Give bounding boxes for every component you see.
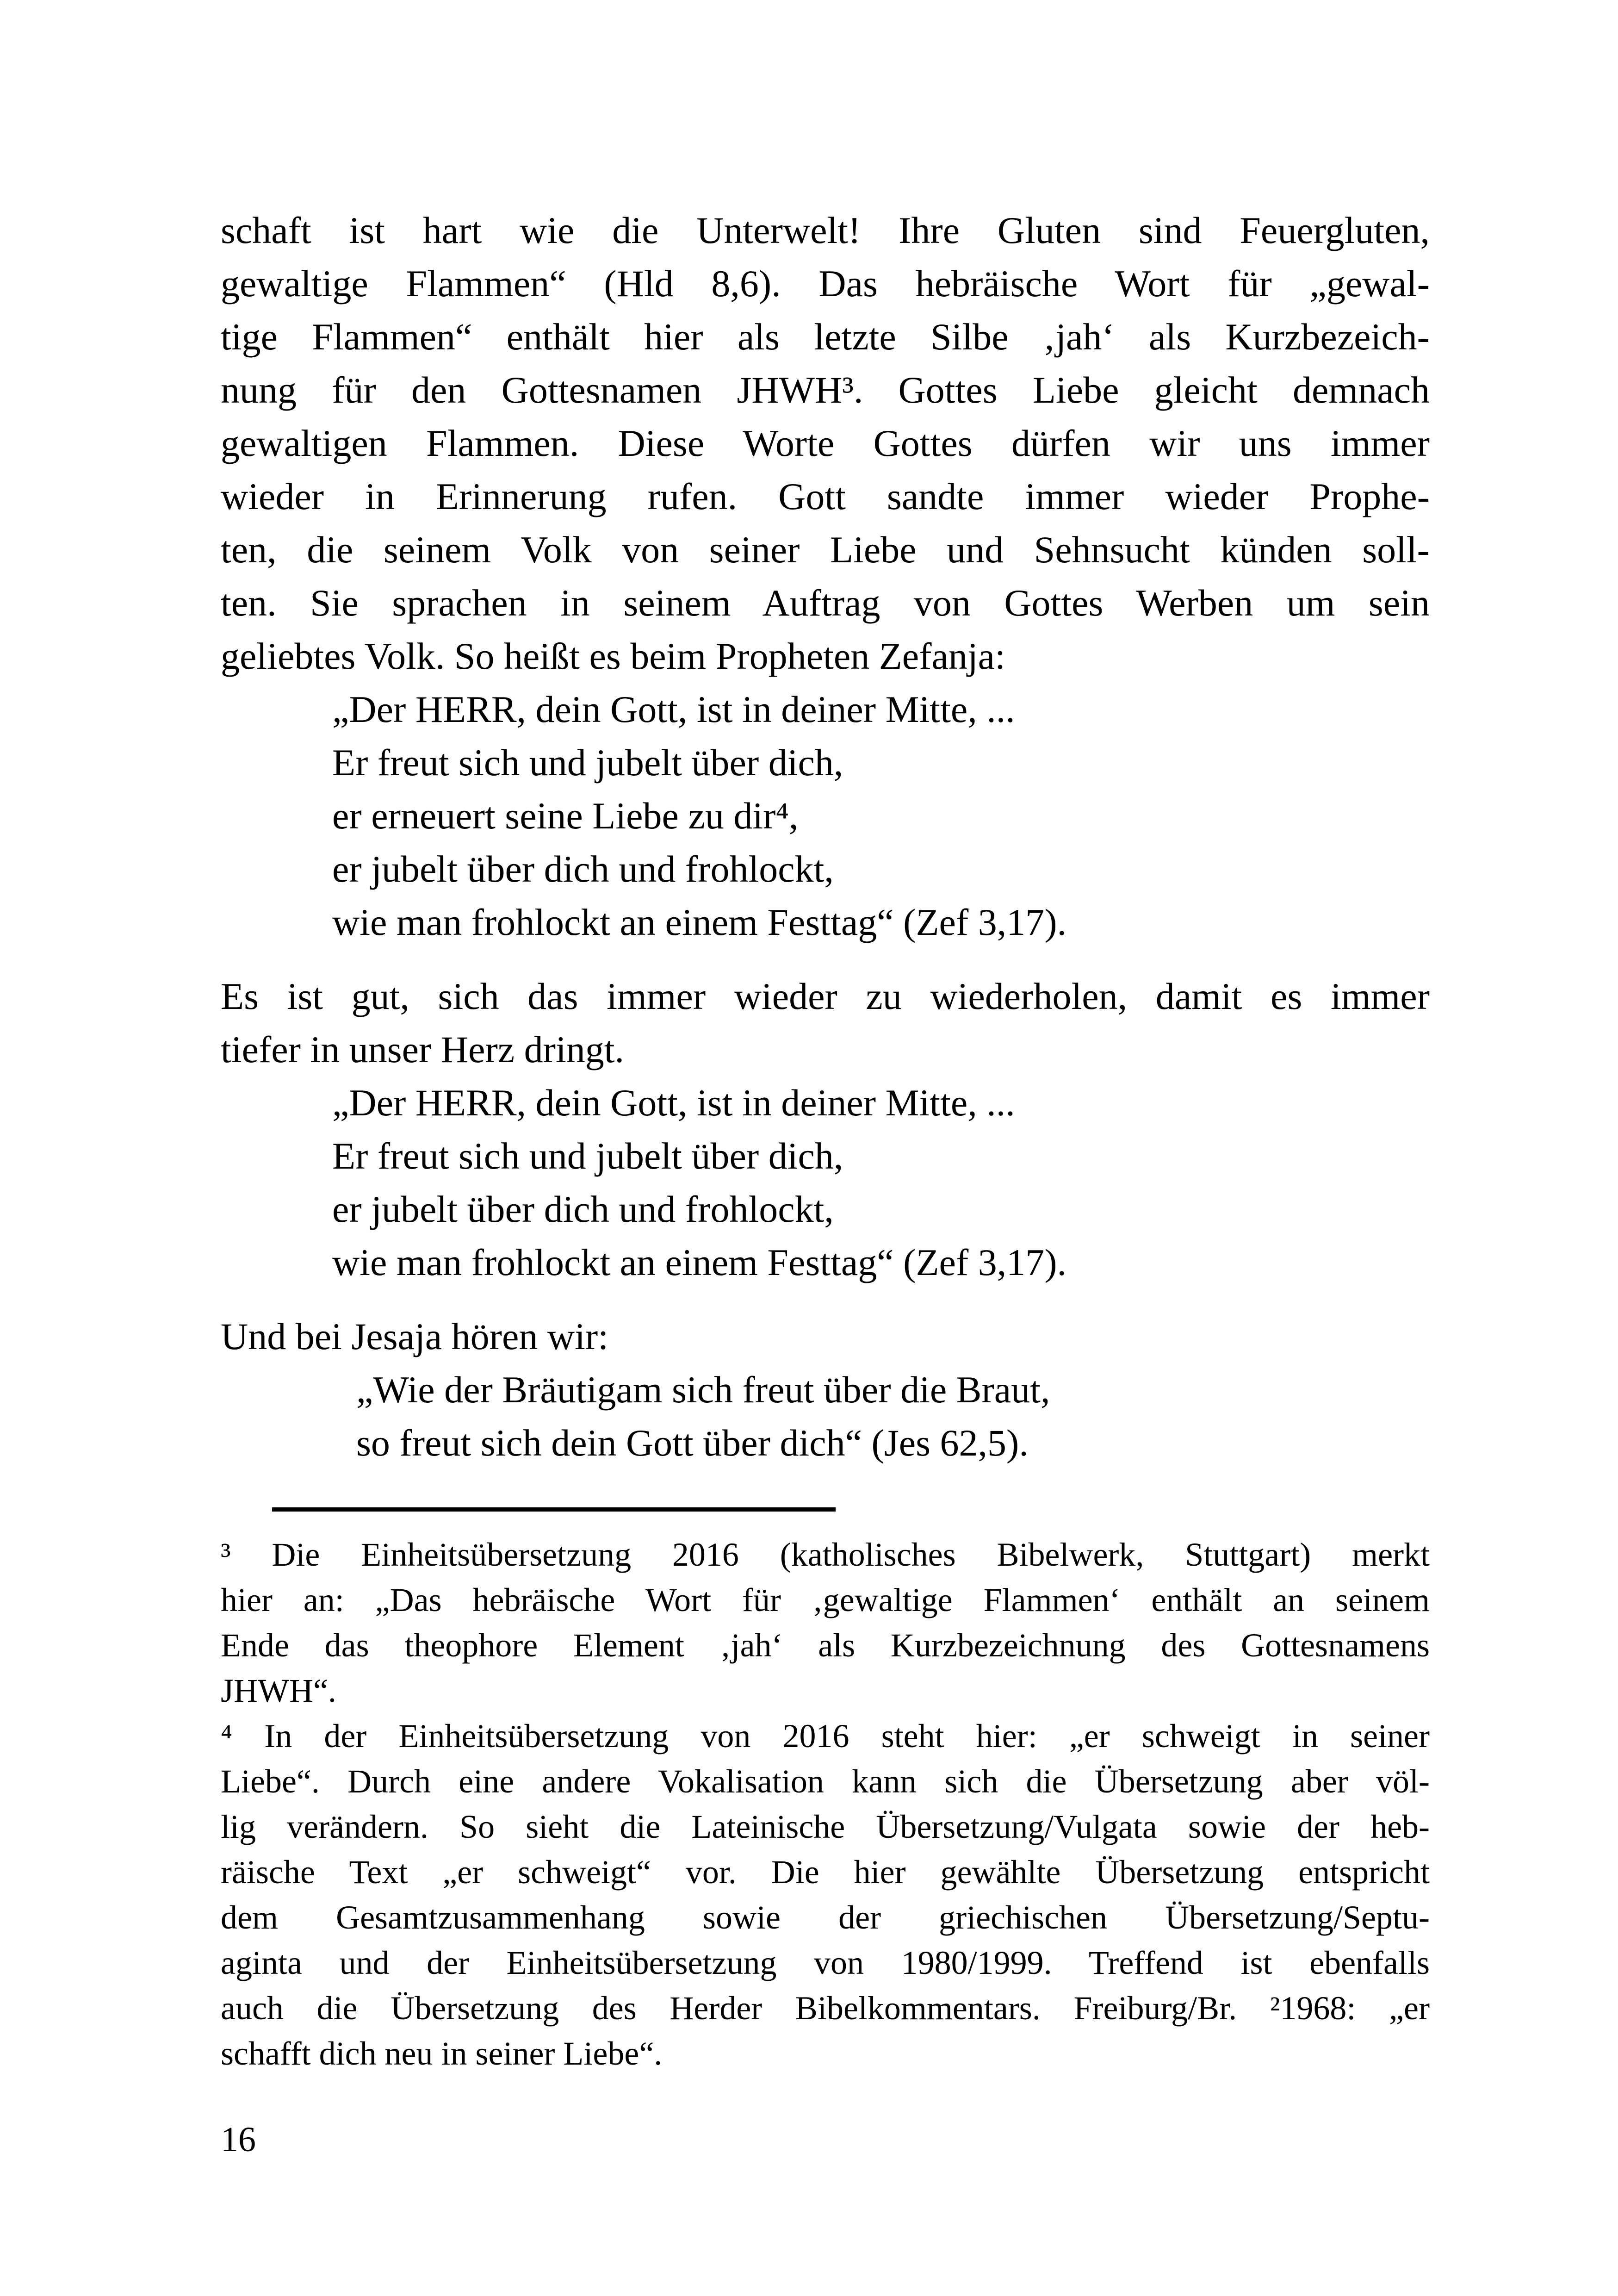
text-line: Er freut sich und jubelt über dich, <box>332 1135 843 1177</box>
text-line: JHWH“. <box>221 1672 336 1709</box>
text-line: Er freut sich und jubelt über dich, <box>332 741 843 784</box>
text-line: schafft dich neu in seiner Liebe“. <box>221 2035 663 2072</box>
quote-block-zefanja-2 <box>221 1076 1430 1289</box>
text-line: geliebtes Volk. So heißt es beim Propheten Zefanja: <box>221 635 1005 677</box>
text-line: Es ist gut, sich das immer wieder zu wiederholen, damit es immer <box>221 975 1430 1017</box>
text-line: gewaltige Flammen“ (Hld 8,6). Das hebräische Wort für „gewal- <box>221 262 1430 305</box>
text-line: tiefer in unser Herz dringt. <box>221 1028 625 1070</box>
paragraph-continuation <box>221 204 1430 683</box>
text-line: wieder in Erinnerung rufen. Gott sandte immer wieder Prophe- <box>221 475 1430 517</box>
footnote-4 <box>221 1713 1430 2076</box>
quote-block-jesaja <box>221 1363 1430 1469</box>
text-line: gewaltigen Flammen. Diese Worte Gottes dürfen wir uns immer <box>221 422 1430 464</box>
text-line: ⁴ In der Einheitsübersetzung von 2016 steht hier: „er schweigt in seiner <box>221 1717 1430 1755</box>
text-line: hier an: „Das hebräische Wort für ‚gewaltige Flammen‘ enthält an seinem <box>221 1581 1430 1618</box>
text-line: ten, die seinem Volk von seiner Liebe und Sehnsucht künden soll- <box>221 529 1430 571</box>
text-line: lig verändern. So sieht die Lateinische Übersetzung/Vulgata sowie der heb- <box>221 1808 1430 1845</box>
page-number: 16 <box>221 2120 256 2159</box>
text-line: er erneuert seine Liebe zu dir⁴, <box>332 795 799 837</box>
text-line: aginta und der Einheitsübersetzung von 1980/1999. Treffend ist ebenfalls <box>221 1944 1430 1981</box>
text-line: „Wie der Bräutigam sich freut über die Braut, <box>356 1369 1050 1411</box>
text-line: Ende das theophore Element ‚jah‘ als Kurzbezeichnung des Gottesnamens <box>221 1627 1430 1664</box>
text-block <box>221 204 1430 2162</box>
footnotes <box>221 1532 1430 2076</box>
body-text <box>221 204 1430 1469</box>
text-line: räische Text „er schweigt“ vor. Die hier gewählte Übersetzung entspricht <box>221 1854 1430 1891</box>
text-line: wie man frohlockt an einem Festtag“ (Zef 3,17). <box>332 1241 1067 1283</box>
text-line: nung für den Gottesnamen JHWH³. Gottes Liebe gleicht demnach <box>221 369 1430 411</box>
text-line: tige Flammen“ enthält hier als letzte Silbe ‚jah‘ als Kurzbezeich- <box>221 316 1430 358</box>
text-line: er jubelt über dich und frohlockt, <box>332 848 834 890</box>
text-line: Liebe“. Durch eine andere Vokalisation kann sich die Übersetzung aber völ- <box>221 1763 1430 1800</box>
paragraph-jesaja-intro <box>221 1310 1430 1363</box>
text-line: wie man frohlockt an einem Festtag“ (Zef 3,17). <box>332 901 1067 943</box>
text-line: ten. Sie sprachen in seinem Auftrag von Gottes Werben um sein <box>221 582 1430 624</box>
text-line: ³ Die Einheitsübersetzung 2016 (katholisches Bibelwerk, Stuttgart) merkt <box>221 1536 1430 1573</box>
text-line: auch die Übersetzung des Herder Bibelkommentars. Freiburg/Br. ²1968: „er <box>221 1990 1430 2027</box>
text-line: schaft ist hart wie die Unterwelt! Ihre Gluten sind Feuergluten, <box>221 209 1430 251</box>
quote-block-zefanja-1 <box>221 683 1430 949</box>
paragraph-es-ist-gut <box>221 970 1430 1076</box>
text-line: so freut sich dein Gott über dich“ (Jes 62,5). <box>356 1422 1029 1464</box>
text-line: dem Gesamtzusammenhang sowie der griechischen Übersetzung/Septu- <box>221 1899 1430 1936</box>
footnote-3 <box>221 1532 1430 1713</box>
text-line: „Der HERR, dein Gott, ist in deiner Mitte, ... <box>332 1082 1015 1124</box>
text-line: „Der HERR, dein Gott, ist in deiner Mitte, ... <box>332 688 1015 730</box>
text-line: Und bei Jesaja hören wir: <box>221 1315 608 1357</box>
footnote-separator-rule <box>272 1507 836 1512</box>
text-line: er jubelt über dich und frohlockt, <box>332 1188 834 1230</box>
